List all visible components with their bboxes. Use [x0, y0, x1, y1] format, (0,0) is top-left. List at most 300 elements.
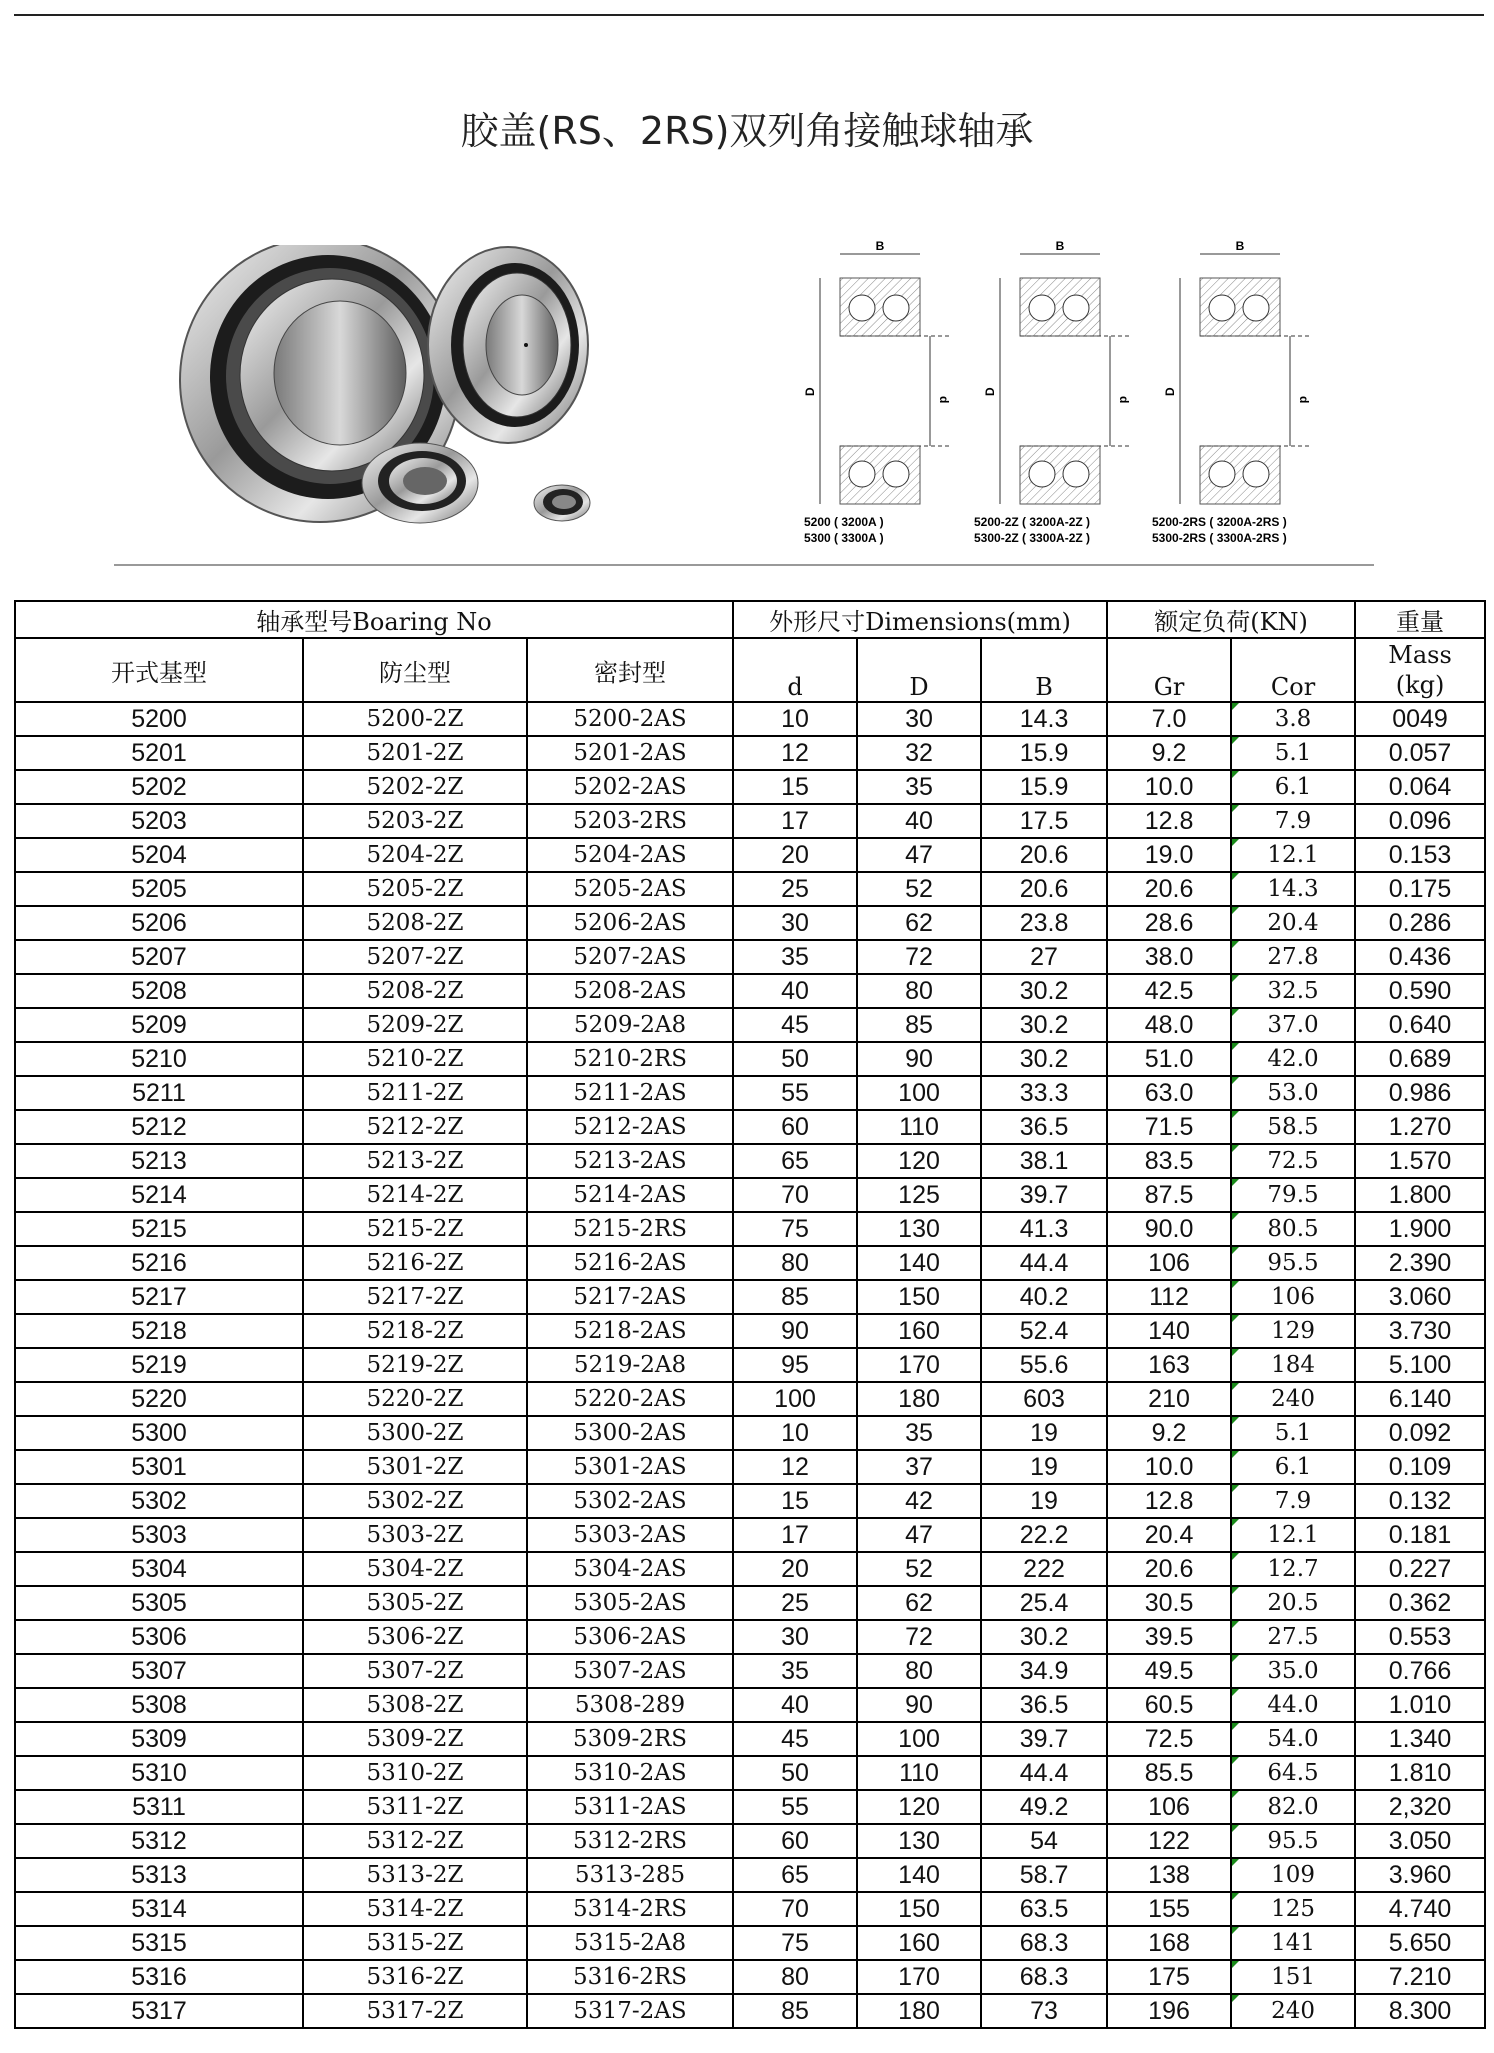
cell-cr: 122 — [1107, 1824, 1231, 1858]
cell-mass: 0.590 — [1355, 974, 1485, 1008]
cell-D: 140 — [857, 1246, 981, 1280]
cell-open: 5301 — [15, 1450, 303, 1484]
cell-cor: 20.4 — [1231, 906, 1355, 940]
cell-B: 15.9 — [981, 770, 1107, 804]
cell-D: 90 — [857, 1042, 981, 1076]
cell-seal: 5308-289 — [527, 1688, 733, 1722]
cell-d: 100 — [733, 1382, 857, 1416]
cell-cor: 6.1 — [1231, 770, 1355, 804]
cell-seal: 5204-2AS — [527, 838, 733, 872]
cell-open: 5315 — [15, 1926, 303, 1960]
cell-B: 30.2 — [981, 1620, 1107, 1654]
cell-cor: 129 — [1231, 1314, 1355, 1348]
table-row — [15, 940, 1485, 974]
cell-seal: 5213-2AS — [527, 1144, 733, 1178]
cell-D: 47 — [857, 838, 981, 872]
cell-d: 95 — [733, 1348, 857, 1382]
table-row — [15, 1620, 1485, 1654]
cell-cr: 19.0 — [1107, 838, 1231, 872]
cell-mass: 6.140 — [1355, 1382, 1485, 1416]
cell-d: 75 — [733, 1926, 857, 1960]
cell-cor: 240 — [1231, 1994, 1355, 2028]
cell-d: 65 — [733, 1858, 857, 1892]
cell-cr: 9.2 — [1107, 1416, 1231, 1450]
cell-shield: 5204-2Z — [303, 838, 527, 872]
cell-mass: 0.640 — [1355, 1008, 1485, 1042]
cell-mass: 7.210 — [1355, 1960, 1485, 1994]
cell-mass: 8.300 — [1355, 1994, 1485, 2028]
cell-seal: 5302-2AS — [527, 1484, 733, 1518]
cell-D: 130 — [857, 1212, 981, 1246]
table-row — [15, 838, 1485, 872]
cell-D: 180 — [857, 1382, 981, 1416]
cell-cor: 184 — [1231, 1348, 1355, 1382]
cell-shield: 5205-2Z — [303, 872, 527, 906]
cell-seal: 5303-2AS — [527, 1518, 733, 1552]
cell-open: 5304 — [15, 1552, 303, 1586]
cell-cor: 5.1 — [1231, 1416, 1355, 1450]
cell-d: 17 — [733, 1518, 857, 1552]
cell-D: 40 — [857, 804, 981, 838]
cell-mass: 1.810 — [1355, 1756, 1485, 1790]
cell-open: 5218 — [15, 1314, 303, 1348]
cell-open: 5316 — [15, 1960, 303, 1994]
col-shield: 防尘型 — [303, 638, 527, 702]
cell-cr: 85.5 — [1107, 1756, 1231, 1790]
cell-cr: 10.0 — [1107, 770, 1231, 804]
header-load: 额定负荷(KN) — [1107, 601, 1355, 638]
table-row — [15, 1212, 1485, 1246]
cell-B: 44.4 — [981, 1756, 1107, 1790]
cell-open: 5305 — [15, 1586, 303, 1620]
cell-mass: 0.109 — [1355, 1450, 1485, 1484]
cell-B: 54 — [981, 1824, 1107, 1858]
cell-d: 60 — [733, 1110, 857, 1144]
dim-d-label: d — [1297, 396, 1311, 404]
cell-D: 72 — [857, 1620, 981, 1654]
cell-B: 39.7 — [981, 1178, 1107, 1212]
cell-mass: 1.800 — [1355, 1178, 1485, 1212]
cell-d: 85 — [733, 1280, 857, 1314]
table-row — [15, 1076, 1485, 1110]
cell-cor: 125 — [1231, 1892, 1355, 1926]
cell-open: 5317 — [15, 1994, 303, 2028]
cell-d: 30 — [733, 1620, 857, 1654]
dim-b-label: B — [1055, 239, 1065, 253]
cell-mass: 1.340 — [1355, 1722, 1485, 1756]
cell-cr: 7.0 — [1107, 702, 1231, 736]
cell-seal: 5311-2AS — [527, 1790, 733, 1824]
cell-cr: 138 — [1107, 1858, 1231, 1892]
cell-cor: 64.5 — [1231, 1756, 1355, 1790]
cell-cr: 42.5 — [1107, 974, 1231, 1008]
cell-open: 5213 — [15, 1144, 303, 1178]
cell-D: 160 — [857, 1926, 981, 1960]
cell-cor: 12.7 — [1231, 1552, 1355, 1586]
cell-seal: 5200-2AS — [527, 702, 733, 736]
cell-shield: 5202-2Z — [303, 770, 527, 804]
cell-cr: 60.5 — [1107, 1688, 1231, 1722]
cell-shield: 5308-2Z — [303, 1688, 527, 1722]
table-row — [15, 906, 1485, 940]
cell-seal: 5316-2RS — [527, 1960, 733, 1994]
dim-D-label: D — [803, 387, 817, 396]
table-row — [15, 770, 1485, 804]
bearing-photo — [170, 245, 640, 545]
page-title: 胶盖(RS、2RS)双列角接触球轴承 — [460, 109, 1034, 153]
col-mass-label: Mass — [1388, 641, 1452, 669]
cell-shield: 5300-2Z — [303, 1416, 527, 1450]
table-row — [15, 1450, 1485, 1484]
cell-cor: 44.0 — [1231, 1688, 1355, 1722]
cell-cr: 38.0 — [1107, 940, 1231, 974]
cell-d: 40 — [733, 1688, 857, 1722]
dim-D-label: D — [983, 387, 997, 396]
cell-shield: 5303-2Z — [303, 1518, 527, 1552]
header-column-row — [15, 638, 1485, 702]
cell-cr: 12.8 — [1107, 804, 1231, 838]
cell-D: 130 — [857, 1824, 981, 1858]
cell-d: 75 — [733, 1212, 857, 1246]
cell-cr: 210 — [1107, 1382, 1231, 1416]
cell-D: 120 — [857, 1144, 981, 1178]
cell-mass: 0.362 — [1355, 1586, 1485, 1620]
cell-seal: 5210-2RS — [527, 1042, 733, 1076]
cell-B: 27 — [981, 940, 1107, 974]
cell-mass: 0.096 — [1355, 804, 1485, 838]
cell-D: 85 — [857, 1008, 981, 1042]
cell-cr: 39.5 — [1107, 1620, 1231, 1654]
cell-open: 5303 — [15, 1518, 303, 1552]
cell-d: 15 — [733, 1484, 857, 1518]
cell-open: 5207 — [15, 940, 303, 974]
cell-d: 35 — [733, 1654, 857, 1688]
cell-D: 180 — [857, 1994, 981, 2028]
cell-mass: 1.270 — [1355, 1110, 1485, 1144]
cell-D: 160 — [857, 1314, 981, 1348]
cell-cor: 151 — [1231, 1960, 1355, 1994]
table-row — [15, 1518, 1485, 1552]
separator-rule — [114, 564, 1374, 566]
cell-D: 100 — [857, 1722, 981, 1756]
cell-D: 47 — [857, 1518, 981, 1552]
header-group-row — [15, 601, 1485, 638]
cell-cor: 20.5 — [1231, 1586, 1355, 1620]
cell-mass: 5.100 — [1355, 1348, 1485, 1382]
cell-d: 10 — [733, 1416, 857, 1450]
table-row — [15, 1348, 1485, 1382]
cell-cor: 6.1 — [1231, 1450, 1355, 1484]
cell-B: 68.3 — [981, 1926, 1107, 1960]
top-rule — [14, 14, 1484, 16]
cell-shield: 5215-2Z — [303, 1212, 527, 1246]
cell-open: 5309 — [15, 1722, 303, 1756]
cell-mass: 3.060 — [1355, 1280, 1485, 1314]
cell-seal: 5219-2A8 — [527, 1348, 733, 1382]
cell-B: 14.3 — [981, 702, 1107, 736]
cell-shield: 5210-2Z — [303, 1042, 527, 1076]
cell-shield: 5312-2Z — [303, 1824, 527, 1858]
dim-b-label: B — [1235, 239, 1245, 253]
cell-D: 80 — [857, 974, 981, 1008]
cell-seal: 5317-2AS — [527, 1994, 733, 2028]
cell-d: 70 — [733, 1892, 857, 1926]
cell-cor: 240 — [1231, 1382, 1355, 1416]
cell-seal: 5220-2AS — [527, 1382, 733, 1416]
cell-cor: 27.5 — [1231, 1620, 1355, 1654]
cell-d: 70 — [733, 1178, 857, 1212]
table-row — [15, 1042, 1485, 1076]
cell-shield: 5306-2Z — [303, 1620, 527, 1654]
cell-cor: 53.0 — [1231, 1076, 1355, 1110]
cell-shield: 5310-2Z — [303, 1756, 527, 1790]
table-row — [15, 1858, 1485, 1892]
cell-open: 5314 — [15, 1892, 303, 1926]
cell-B: 63.5 — [981, 1892, 1107, 1926]
cell-B: 58.7 — [981, 1858, 1107, 1892]
cell-d: 15 — [733, 770, 857, 804]
cell-shield: 5315-2Z — [303, 1926, 527, 1960]
cell-d: 45 — [733, 1722, 857, 1756]
medium-bearing — [428, 247, 588, 443]
cell-B: 19 — [981, 1416, 1107, 1450]
cell-shield: 5219-2Z — [303, 1348, 527, 1382]
cell-seal: 5201-2AS — [527, 736, 733, 770]
cell-shield: 5305-2Z — [303, 1586, 527, 1620]
cell-cor: 5.1 — [1231, 736, 1355, 770]
cell-mass: 0.227 — [1355, 1552, 1485, 1586]
table-row — [15, 1552, 1485, 1586]
dim-D-label: D — [1163, 387, 1177, 396]
cell-d: 25 — [733, 872, 857, 906]
cell-d: 80 — [733, 1960, 857, 1994]
cell-cr: 196 — [1107, 1994, 1231, 2028]
cell-shield: 5212-2Z — [303, 1110, 527, 1144]
cell-D: 52 — [857, 1552, 981, 1586]
cell-cr: 20.6 — [1107, 872, 1231, 906]
tiny-bearing — [534, 485, 590, 521]
cell-cor: 80.5 — [1231, 1212, 1355, 1246]
cell-d: 55 — [733, 1790, 857, 1824]
table-row — [15, 1688, 1485, 1722]
cell-cr: 48.0 — [1107, 1008, 1231, 1042]
cell-cr: 90.0 — [1107, 1212, 1231, 1246]
table-row — [15, 1926, 1485, 1960]
cell-shield: 5213-2Z — [303, 1144, 527, 1178]
cell-mass: 0.986 — [1355, 1076, 1485, 1110]
cell-open: 5220 — [15, 1382, 303, 1416]
cell-B: 20.6 — [981, 872, 1107, 906]
cell-open: 5200 — [15, 702, 303, 736]
bearing-spec-table — [14, 600, 1486, 2029]
table-row — [15, 736, 1485, 770]
cell-mass: 1.900 — [1355, 1212, 1485, 1246]
cell-cr: 9.2 — [1107, 736, 1231, 770]
table-row — [15, 1008, 1485, 1042]
cell-B: 73 — [981, 1994, 1107, 2028]
dim-d-label: d — [1117, 396, 1131, 404]
cell-seal: 5309-2RS — [527, 1722, 733, 1756]
cell-open: 5205 — [15, 872, 303, 906]
cell-d: 60 — [733, 1824, 857, 1858]
cell-cr: 140 — [1107, 1314, 1231, 1348]
cell-shield: 5217-2Z — [303, 1280, 527, 1314]
cell-cr: 30.5 — [1107, 1586, 1231, 1620]
cell-cr: 175 — [1107, 1960, 1231, 1994]
cell-B: 44.4 — [981, 1246, 1107, 1280]
cell-open: 5210 — [15, 1042, 303, 1076]
cell-B: 17.5 — [981, 804, 1107, 838]
cell-seal: 5312-2RS — [527, 1824, 733, 1858]
cell-mass: 2.390 — [1355, 1246, 1485, 1280]
cell-shield: 5214-2Z — [303, 1178, 527, 1212]
cell-D: 62 — [857, 1586, 981, 1620]
cell-open: 5212 — [15, 1110, 303, 1144]
cell-shield: 5216-2Z — [303, 1246, 527, 1280]
table-row — [15, 974, 1485, 1008]
cell-B: 33.3 — [981, 1076, 1107, 1110]
cell-seal: 5217-2AS — [527, 1280, 733, 1314]
cell-d: 55 — [733, 1076, 857, 1110]
cell-d: 90 — [733, 1314, 857, 1348]
cell-B: 68.3 — [981, 1960, 1107, 1994]
cell-D: 35 — [857, 1416, 981, 1450]
cell-cor: 14.3 — [1231, 872, 1355, 906]
cell-seal: 5216-2AS — [527, 1246, 733, 1280]
cell-shield: 5209-2Z — [303, 1008, 527, 1042]
cell-shield: 5309-2Z — [303, 1722, 527, 1756]
cell-D: 140 — [857, 1858, 981, 1892]
cell-B: 20.6 — [981, 838, 1107, 872]
cell-D: 80 — [857, 1654, 981, 1688]
cell-cor: 37.0 — [1231, 1008, 1355, 1042]
cell-cr: 168 — [1107, 1926, 1231, 1960]
table-row — [15, 702, 1485, 736]
cell-open: 5201 — [15, 736, 303, 770]
cell-B: 30.2 — [981, 974, 1107, 1008]
cell-D: 72 — [857, 940, 981, 974]
table-row — [15, 1484, 1485, 1518]
cell-cor: 27.8 — [1231, 940, 1355, 974]
cell-cor: 7.9 — [1231, 1484, 1355, 1518]
cell-seal: 5307-2AS — [527, 1654, 733, 1688]
cell-cr: 51.0 — [1107, 1042, 1231, 1076]
cell-open: 5310 — [15, 1756, 303, 1790]
cell-shield: 5304-2Z — [303, 1552, 527, 1586]
cell-shield: 5313-2Z — [303, 1858, 527, 1892]
cell-cor: 12.1 — [1231, 838, 1355, 872]
cell-d: 45 — [733, 1008, 857, 1042]
cell-open: 5308 — [15, 1688, 303, 1722]
cell-D: 90 — [857, 1688, 981, 1722]
cell-mass: 1.010 — [1355, 1688, 1485, 1722]
cell-seal: 5310-2AS — [527, 1756, 733, 1790]
table-row — [15, 1790, 1485, 1824]
table-row — [15, 1246, 1485, 1280]
cell-d: 40 — [733, 974, 857, 1008]
cell-seal: 5206-2AS — [527, 906, 733, 940]
cell-shield: 5302-2Z — [303, 1484, 527, 1518]
cell-B: 23.8 — [981, 906, 1107, 940]
cell-seal: 5205-2AS — [527, 872, 733, 906]
cell-d: 80 — [733, 1246, 857, 1280]
cell-mass: 4.740 — [1355, 1892, 1485, 1926]
cell-cor: 58.5 — [1231, 1110, 1355, 1144]
cell-seal: 5203-2RS — [527, 804, 733, 838]
cell-B: 19 — [981, 1450, 1107, 1484]
cell-mass: 0.132 — [1355, 1484, 1485, 1518]
cell-cor: 35.0 — [1231, 1654, 1355, 1688]
cell-cor: 79.5 — [1231, 1178, 1355, 1212]
cell-B: 22.2 — [981, 1518, 1107, 1552]
cell-seal: 5202-2AS — [527, 770, 733, 804]
caption-seal-line1: 5200-2RS ( 3200A-2RS ) — [1152, 515, 1287, 529]
cell-cor: 3.8 — [1231, 702, 1355, 736]
cell-seal: 5208-2AS — [527, 974, 733, 1008]
cell-d: 50 — [733, 1756, 857, 1790]
cell-cor: 42.0 — [1231, 1042, 1355, 1076]
cell-mass: 0.175 — [1355, 872, 1485, 906]
col-cr: Gr — [1107, 638, 1231, 702]
cell-open: 5203 — [15, 804, 303, 838]
col-seal: 密封型 — [527, 638, 733, 702]
cell-open: 5211 — [15, 1076, 303, 1110]
cell-mass: 0.436 — [1355, 940, 1485, 974]
cell-open: 5217 — [15, 1280, 303, 1314]
cell-open: 5208 — [15, 974, 303, 1008]
table-row — [15, 1280, 1485, 1314]
cell-seal: 5300-2AS — [527, 1416, 733, 1450]
cell-cor: 106 — [1231, 1280, 1355, 1314]
cell-B: 34.9 — [981, 1654, 1107, 1688]
cell-open: 5216 — [15, 1246, 303, 1280]
table-row — [15, 1960, 1485, 1994]
cell-open: 5307 — [15, 1654, 303, 1688]
cell-D: 150 — [857, 1892, 981, 1926]
cell-D: 125 — [857, 1178, 981, 1212]
cell-mass: 0.092 — [1355, 1416, 1485, 1450]
cell-d: 30 — [733, 906, 857, 940]
cell-B: 19 — [981, 1484, 1107, 1518]
cell-cor: 7.9 — [1231, 804, 1355, 838]
cell-D: 170 — [857, 1348, 981, 1382]
cell-d: 20 — [733, 1552, 857, 1586]
cell-mass: 3.050 — [1355, 1824, 1485, 1858]
cell-d: 17 — [733, 804, 857, 838]
cell-open: 5204 — [15, 838, 303, 872]
col-B: B — [981, 638, 1107, 702]
cell-open: 5311 — [15, 1790, 303, 1824]
table-row — [15, 1144, 1485, 1178]
cell-open: 5306 — [15, 1620, 303, 1654]
cell-open: 5209 — [15, 1008, 303, 1042]
cell-cor: 95.5 — [1231, 1824, 1355, 1858]
cell-shield: 5307-2Z — [303, 1654, 527, 1688]
cell-cr: 83.5 — [1107, 1144, 1231, 1178]
col-D: D — [857, 638, 981, 702]
cell-seal: 5212-2AS — [527, 1110, 733, 1144]
cell-D: 120 — [857, 1790, 981, 1824]
cell-shield: 5316-2Z — [303, 1960, 527, 1994]
cell-cr: 12.8 — [1107, 1484, 1231, 1518]
cell-cor: 82.0 — [1231, 1790, 1355, 1824]
cell-shield: 5314-2Z — [303, 1892, 527, 1926]
cell-cr: 106 — [1107, 1246, 1231, 1280]
table-row — [15, 1824, 1485, 1858]
cell-d: 50 — [733, 1042, 857, 1076]
cell-D: 37 — [857, 1450, 981, 1484]
cell-d: 85 — [733, 1994, 857, 2028]
